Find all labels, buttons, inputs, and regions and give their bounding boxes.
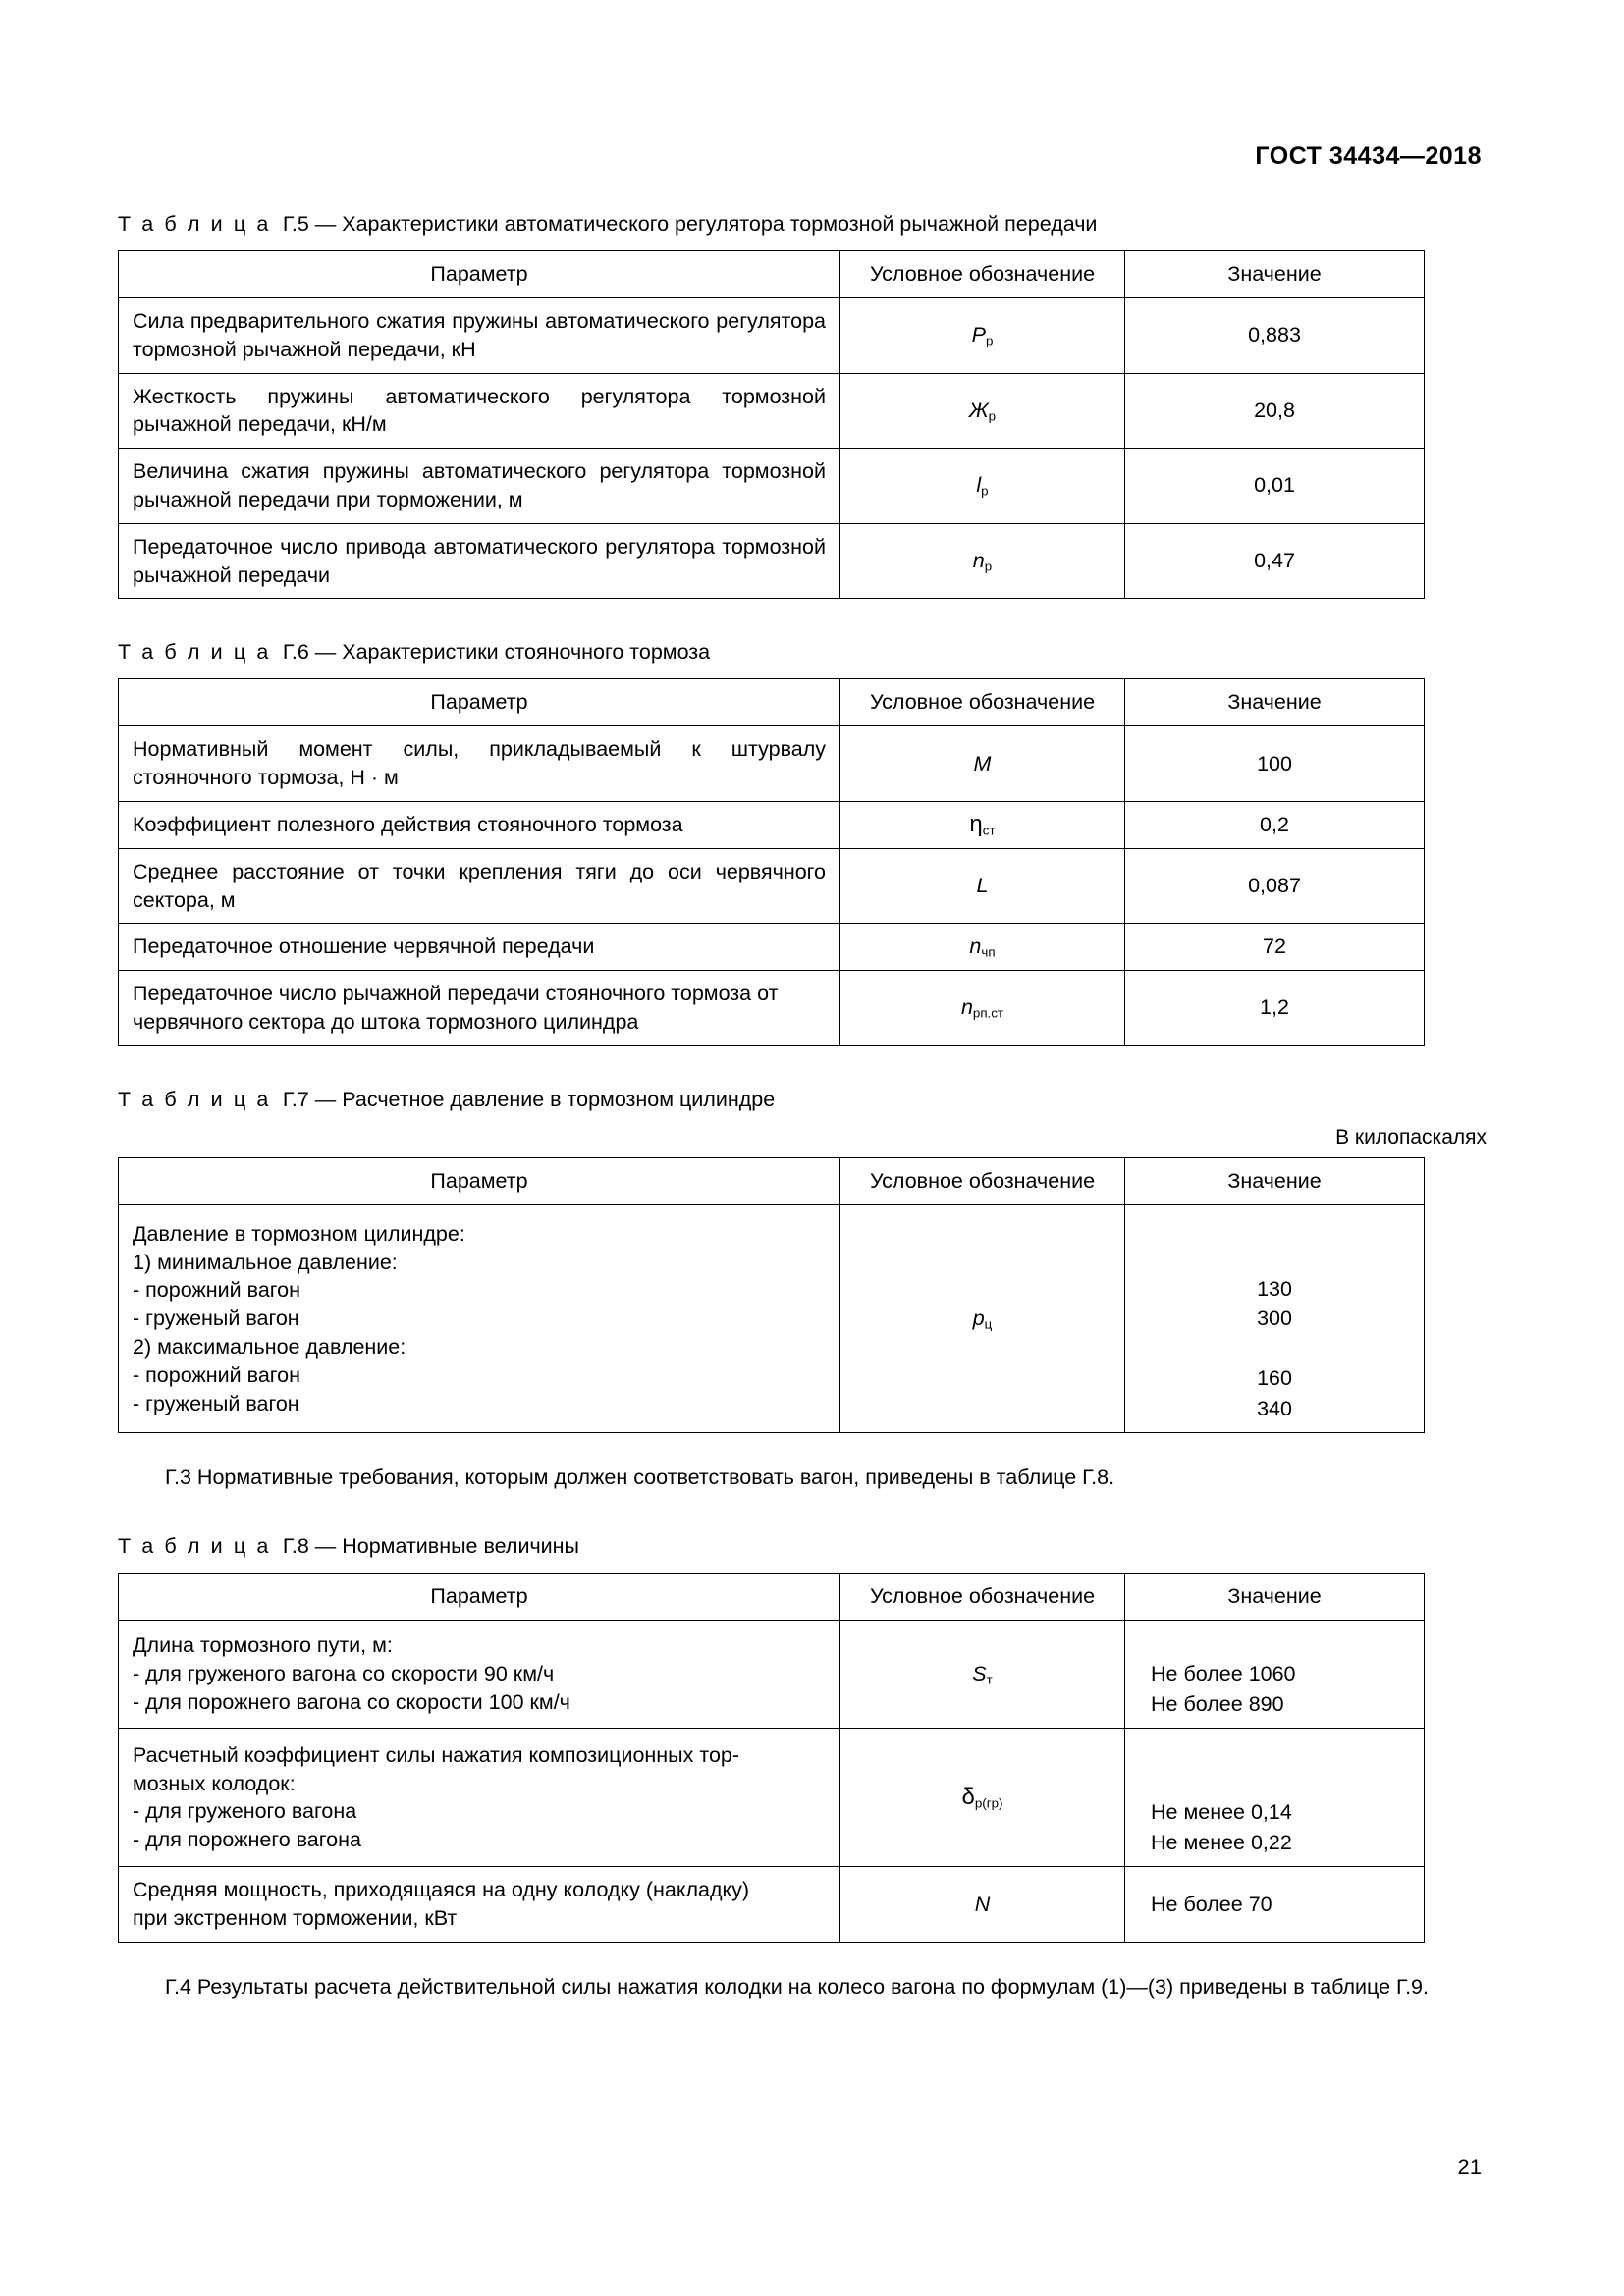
column-header-value: Значение: [1125, 251, 1425, 298]
cell-parameter: Величина сжатия пружины автоматического регулятора тормозной рычажной передачи при торможении, м: [119, 449, 840, 524]
caption-text-g5: — Характеристики автоматического регулятора тормозной рычажной передачи: [314, 212, 1098, 236]
caption-prefix-g6: Т а б л и ц а: [118, 640, 271, 665]
column-header-parameter: Параметр: [119, 679, 840, 726]
units-note-g7: В килопаскалях: [1335, 1125, 1487, 1148]
param-line: 2) максимальное давление:: [133, 1334, 406, 1359]
table-row: [119, 924, 1425, 971]
table-caption-g6: [118, 640, 1506, 665]
cell-parameter: Передаточное число рычажной передачи стояночного тормоза от червячного сектора до штока тормозного цилиндра: [119, 971, 840, 1046]
cell-symbol: $\delta_{р(гр)}$: [840, 1729, 1125, 1867]
param-line: мозных колодок:: [133, 1771, 296, 1795]
table-g7: [118, 1157, 1425, 1434]
cell-parameter: Сила предварительного сжатия пружины автоматического регулятора тормозной рычажной передачи, кН: [119, 298, 840, 374]
param-line: - порожний вагон: [133, 1362, 300, 1387]
caption-number-g7: Г.7: [282, 1087, 309, 1111]
paragraph-g4: Г.4 Результаты расчета действительной силы нажатия колодки на колесо вагона по формулам (1)—(3) приведены в таблице Г.9.: [165, 1975, 1429, 2000]
param-line: - для порожнего вагона со скорости 100 км/ч: [133, 1690, 570, 1715]
cell-value: 0,087: [1125, 848, 1425, 924]
column-header-parameter: Параметр: [119, 1573, 840, 1620]
param-line: - груженый вагон: [133, 1391, 299, 1415]
value-line: Не более 890: [1151, 1691, 1284, 1716]
param-line: Средняя мощность, приходящаяся на одну колодку (накладку): [133, 1878, 750, 1902]
table-header-row: [119, 1157, 1425, 1204]
table-caption-g7: [118, 1088, 1506, 1112]
cell-parameter: Среднее расстояние от точки крепления тяги до оси червячного сектора, м: [119, 848, 840, 924]
table-header-row: [119, 1573, 1425, 1620]
param-line: при экстренном торможении, кВт: [133, 1906, 458, 1931]
table-row: [119, 971, 1425, 1046]
table-row: [119, 298, 1425, 374]
cell-value: [1125, 1729, 1425, 1867]
param-line: Давление в тормозном цилиндре:: [133, 1221, 465, 1246]
value-line: 130: [1257, 1276, 1292, 1301]
cell-parameter: Жесткость пружины автоматического регулятора тормозной рычажной передачи, кН/м: [119, 373, 840, 449]
cell-parameter: Нормативный момент силы, прикладываемый к штурвалу стояночного тормоза, Н · м: [119, 726, 840, 802]
cell-parameter: [119, 1867, 840, 1943]
value-line: 340: [1257, 1396, 1292, 1420]
column-header-parameter: Параметр: [119, 251, 840, 298]
cell-symbol: $l_р$: [840, 449, 1125, 524]
column-header-value: Значение: [1125, 679, 1425, 726]
column-header-symbol: Условное обозначение: [840, 1573, 1125, 1620]
cell-symbol: $P_р$: [840, 298, 1125, 374]
caption-number-g5: Г.5: [282, 212, 309, 236]
table-row: [119, 1204, 1425, 1433]
table-row: [119, 1729, 1425, 1867]
cell-value: 0,883: [1125, 298, 1425, 374]
cell-value: 0,01: [1125, 449, 1425, 524]
param-line: Расчетный коэффициент силы нажатия композиционных тор-: [133, 1742, 740, 1767]
cell-symbol: $p_ц$: [840, 1204, 1125, 1433]
cell-parameter: [119, 1620, 840, 1729]
caption-text-g7: — Расчетное давление в тормозном цилиндре: [314, 1087, 776, 1111]
cell-value: [1125, 1204, 1425, 1433]
cell-symbol: L: [840, 848, 1125, 924]
param-line: - для груженого вагона со скорости 90 км/ч: [133, 1662, 555, 1686]
caption-prefix-g7: Т а б л и ц а: [118, 1087, 271, 1111]
cell-symbol: $S_т$: [840, 1620, 1125, 1729]
column-header-symbol: Условное обозначение: [840, 1157, 1125, 1204]
cell-parameter: [119, 1204, 840, 1433]
caption-text-g8: — Нормативные величины: [314, 1533, 579, 1558]
table-row: [119, 726, 1425, 802]
cell-symbol: $n_{чп}$: [840, 924, 1125, 971]
table-row: [119, 1620, 1425, 1729]
caption-prefix-g8: Т а б л и ц а: [118, 1533, 271, 1558]
cell-parameter: Передаточное число привода автоматического регулятора тормозной рычажной передачи: [119, 523, 840, 599]
cell-symbol: $n_р$: [840, 523, 1125, 599]
column-header-symbol: Условное обозначение: [840, 679, 1125, 726]
param-line: Длина тормозного пути, м:: [133, 1633, 393, 1658]
value-line: Не более 1060: [1151, 1662, 1296, 1686]
caption-number-g8: Г.8: [282, 1533, 309, 1558]
cell-value: Не более 70: [1125, 1867, 1425, 1943]
column-header-value: Значение: [1125, 1157, 1425, 1204]
cell-symbol: N: [840, 1867, 1125, 1943]
value-line: Не менее 0,14: [1151, 1800, 1292, 1825]
cell-value: 0,47: [1125, 523, 1425, 599]
column-header-parameter: Параметр: [119, 1157, 840, 1204]
cell-value: 0,2: [1125, 801, 1425, 848]
table-row: [119, 848, 1425, 924]
paragraph-g3: Г.3 Нормативные требования, которым должен соответствовать вагон, приведены в таблице Г.8.: [165, 1466, 1115, 1490]
table-row: [119, 449, 1425, 524]
table-g6: [118, 678, 1425, 1045]
table-header-row: [119, 251, 1425, 298]
cell-value: 20,8: [1125, 373, 1425, 449]
cell-parameter: [119, 1729, 840, 1867]
cell-symbol: $\eta_{ст}$: [840, 801, 1125, 848]
param-line: - порожний вагон: [133, 1278, 300, 1303]
page-number: 21: [1457, 2155, 1482, 2179]
standard-header: ГОСТ 34434—2018: [1255, 142, 1482, 170]
cell-value: 1,2: [1125, 971, 1425, 1046]
cell-parameter: Коэффициент полезного действия стояночного тормоза: [119, 801, 840, 848]
param-line: - для груженого вагона: [133, 1799, 357, 1824]
value-line: Не менее 0,22: [1151, 1830, 1292, 1854]
table-g5: [118, 250, 1425, 599]
column-header-value: Значение: [1125, 1573, 1425, 1620]
cell-symbol: $Ж_р$: [840, 373, 1125, 449]
table-header-row: [119, 679, 1425, 726]
param-line: 1) минимальное давление:: [133, 1250, 398, 1274]
value-line: 300: [1257, 1307, 1292, 1331]
cell-value: 72: [1125, 924, 1425, 971]
param-line: - груженый вагон: [133, 1307, 299, 1331]
caption-text-g6: — Характеристики стояночного тормоза: [314, 640, 711, 665]
cell-symbol: M: [840, 726, 1125, 802]
cell-parameter: Передаточное отношение червячной передачи: [119, 924, 840, 971]
table-row: [119, 801, 1425, 848]
caption-number-g6: Г.6: [282, 640, 309, 665]
cell-symbol: $n_{рп.ст}$: [840, 971, 1125, 1046]
table-caption-g8: [118, 1534, 1506, 1559]
param-line: - для порожнего вагона: [133, 1828, 361, 1852]
caption-prefix-g5: Т а б л и ц а: [118, 212, 271, 236]
table-row: [119, 1867, 1425, 1943]
cell-value: [1125, 1620, 1425, 1729]
value-line: 160: [1257, 1366, 1292, 1391]
cell-value: 100: [1125, 726, 1425, 802]
table-row: [119, 523, 1425, 599]
table-row: [119, 373, 1425, 449]
table-caption-g5: [118, 212, 1506, 237]
column-header-symbol: Условное обозначение: [840, 251, 1125, 298]
table-g8: [118, 1573, 1425, 1943]
